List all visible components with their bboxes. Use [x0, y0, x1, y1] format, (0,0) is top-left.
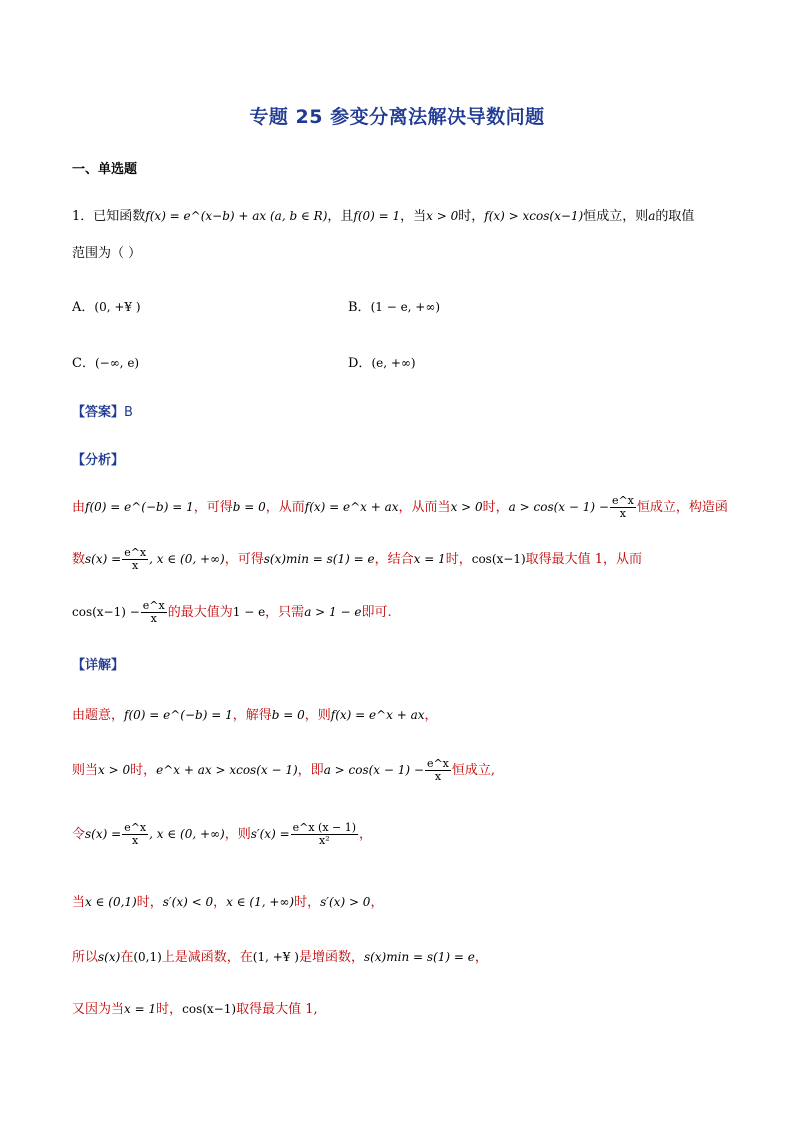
math: x = 1	[413, 552, 446, 566]
option-a[interactable]	[72, 296, 141, 315]
math: (1, +¥ )	[252, 950, 299, 964]
answer-value: B	[124, 405, 133, 420]
math: s(x) =	[85, 552, 122, 566]
math: x ∈ (0,1)	[85, 895, 137, 909]
detail-line-5: 所以s(x)在(0,1)上是减函数，在(1, +¥ )是增函数，s(x)min = s(1) = e，	[72, 950, 488, 965]
math: b = 0	[271, 708, 305, 722]
detail-line-6: 又因为当x = 1时，cos(x−1)取得最大值 1,	[72, 1002, 318, 1017]
math: x = 1	[124, 1002, 157, 1016]
detail-line-3: 令s(x) = $\frac{e\^{}x}{x}$ , x ∈ (0, +∞)，则s′(x) = $\frac{e\^{}x (x - 1)}{\text{x²}}$ ，	[72, 821, 373, 847]
option-label: C．	[72, 356, 95, 371]
option-label: B．	[348, 300, 371, 315]
question-line-1	[72, 206, 694, 227]
math: a > 1 − e	[304, 605, 362, 619]
math: s′(x) =	[250, 827, 290, 841]
analysis-line-3: cos(x−1) − $\frac{e\^{}x}{x}$ 的最大值为1 − e，只需a > 1 − e即可.	[72, 599, 392, 625]
option-c[interactable]	[72, 352, 139, 371]
analysis-line-2: 数s(x) = $\frac{e\^{}x}{x}$ , x ∈ (0, +∞)，可得s(x)min = s(1) = e，结合x = 1时，cos(x−1)取得最大值 1，从而	[72, 546, 643, 572]
fraction: $\frac{e\^{}x}{x}$	[611, 494, 634, 520]
option-label: D．	[348, 356, 372, 371]
math: cos(x−1)	[471, 552, 526, 566]
math-condition: x > 0	[426, 209, 459, 223]
option-value: (1 − e, +∞)	[370, 300, 441, 314]
question-text: 恒成立，则	[583, 209, 649, 224]
question-text: ，当	[400, 209, 427, 224]
page-title: 专题 25 参变分离法解决导数问题	[249, 106, 545, 128]
math: a > cos(x − 1) −	[508, 500, 609, 514]
option-value: (0, +¥ )	[94, 300, 141, 314]
math: f(0) = e^(−b) = 1	[124, 708, 233, 722]
fraction: $\frac{e\^{}x}{x}$	[124, 821, 147, 847]
math: f(x) = e^x + ax	[304, 500, 399, 514]
math: cos(x−1)	[182, 1002, 237, 1016]
math-inequality: f(x) > xcos(x−1)	[484, 209, 584, 223]
math: , x ∈ (0, +∞)	[149, 827, 225, 841]
fraction: $\frac{e\^{}x (x - 1)}{\text{x²}}$	[292, 821, 357, 847]
detail-line-2: 则当x > 0时，e^x + ax > xcos(x − 1)，即a > cos(x − 1) − $\frac{e\^{}x}{x}$ 恒成立,	[72, 757, 496, 783]
math: x > 0	[98, 763, 131, 777]
option-d[interactable]	[348, 352, 416, 371]
math: e^x + ax > xcos(x − 1)	[156, 763, 298, 777]
math: x ∈ (1, +∞)	[226, 895, 295, 909]
math-f0: f(0) = 1	[353, 209, 401, 223]
analysis-label: 【分析】	[72, 453, 125, 468]
option-label: A．	[72, 300, 95, 315]
question-text: 时，	[458, 209, 485, 224]
question-text: ，且	[327, 209, 354, 224]
math: a > cos(x − 1) −	[323, 763, 424, 777]
question-text: 的取值	[655, 209, 695, 224]
option-value: (e, +∞)	[371, 356, 416, 370]
fraction: $\frac{e\^{}x}{x}$	[124, 546, 147, 572]
math: f(0) = e^(−b) = 1	[85, 500, 194, 514]
math: 1 − e	[232, 605, 266, 619]
section-heading: 一、单选题	[72, 162, 138, 177]
math: s(x)	[98, 950, 121, 964]
math: s(x) =	[85, 827, 122, 841]
math: (0,1)	[133, 950, 162, 964]
math: x > 0	[450, 500, 483, 514]
math: s′(x) > 0	[320, 895, 371, 909]
math: f(x) = e^x + ax	[330, 708, 425, 722]
fraction: $\frac{e\^{}x}{x}$	[142, 599, 165, 625]
detail-line-4: 当x ∈ (0,1)时，s′(x) < 0，x ∈ (1, +∞)时，s′(x) > 0，	[72, 895, 384, 910]
math: cos(x−1) −	[72, 605, 140, 619]
fraction: $\frac{e\^{}x}{x}$	[426, 757, 449, 783]
question-number: 1．	[72, 209, 94, 224]
math: s′(x) < 0	[162, 895, 214, 909]
detail-label: 【详解】	[72, 658, 125, 673]
question-line-2: 范围为（ ）	[72, 246, 142, 261]
detail-line-1: 由题意，f(0) = e^(−b) = 1，解得b = 0，则f(x) = e^x + ax，	[72, 708, 438, 723]
answer	[72, 401, 133, 420]
math-function-def: f(x) = e^(x−b) + ax (a, b ∈ R)	[145, 209, 328, 223]
answer-label: 【答案】	[72, 405, 125, 420]
math: s(x)min = s(1) = e	[263, 552, 375, 566]
option-value: (−∞, e)	[94, 356, 140, 370]
option-b[interactable]	[348, 296, 440, 315]
math-variable: a	[648, 209, 656, 223]
analysis-line-1: 由f(0) = e^(−b) = 1，可得b = 0，从而f(x) = e^x + ax，从而当x > 0时，a > cos(x − 1) − $\frac{e\^{}x}{x}$ 恒成立，构造函	[72, 494, 728, 520]
question-text: 已知函数	[93, 209, 146, 224]
math: b = 0	[232, 500, 266, 514]
math: , x ∈ (0, +∞)	[149, 552, 225, 566]
math: s(x)min = s(1) = e	[363, 950, 475, 964]
